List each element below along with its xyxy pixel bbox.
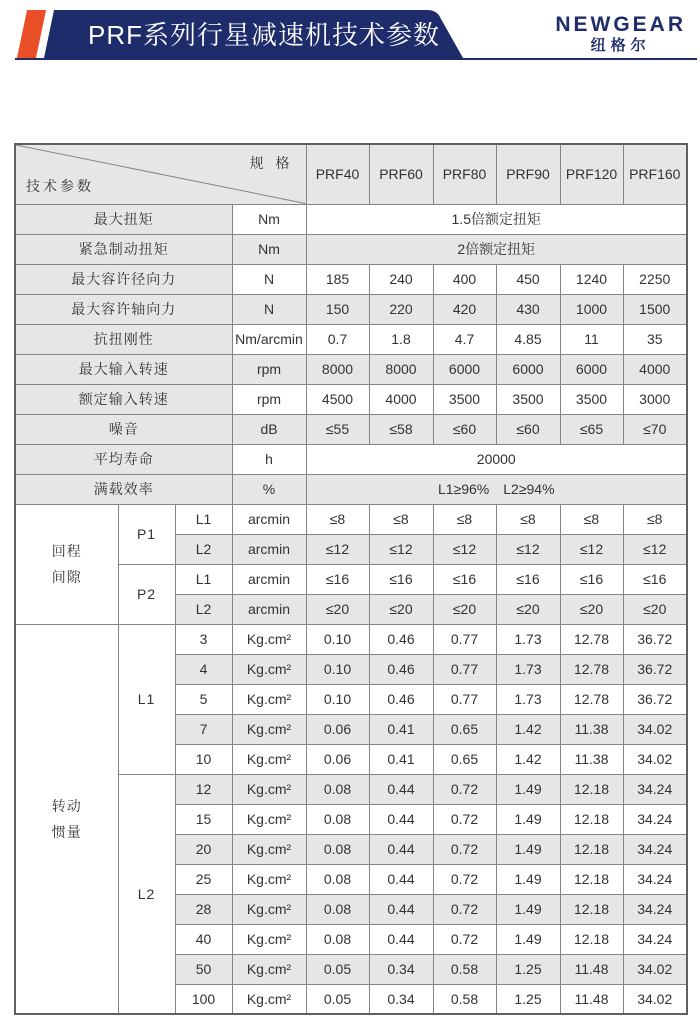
section-label-line: 回程 <box>51 543 82 559</box>
value-cell: 34.24 <box>623 864 687 894</box>
value-cell: 185 <box>306 264 369 294</box>
value-cell: ≤8 <box>496 504 560 534</box>
value-cell: 0.08 <box>306 804 369 834</box>
ratio-cell: 15 <box>175 804 232 834</box>
unit-cell: Kg.cm² <box>232 984 306 1014</box>
value-cell: ≤16 <box>496 564 560 594</box>
unit-cell: Kg.cm² <box>232 744 306 774</box>
unit-cell: Nm/arcmin <box>232 324 306 354</box>
value-cell: 1.8 <box>369 324 433 354</box>
unit-cell: % <box>232 474 306 504</box>
table-row <box>15 384 687 414</box>
value-cell: 0.08 <box>306 834 369 864</box>
value-cell: 1000 <box>560 294 623 324</box>
value-span-cell: 20000 <box>306 444 687 474</box>
value-cell: ≤8 <box>623 504 687 534</box>
table-row <box>15 324 687 354</box>
value-cell: 0.44 <box>369 924 433 954</box>
value-span-cell: L1≥96% L2≥94% <box>306 474 687 504</box>
value-cell: 11.38 <box>560 714 623 744</box>
value-cell: 1.49 <box>496 834 560 864</box>
ratio-cell: 50 <box>175 954 232 984</box>
value-cell: ≤20 <box>496 594 560 624</box>
level-cell: L1 <box>175 564 232 594</box>
unit-cell: arcmin <box>232 534 306 564</box>
unit-cell: Kg.cm² <box>232 894 306 924</box>
value-cell: 220 <box>369 294 433 324</box>
unit-cell: Kg.cm² <box>232 924 306 954</box>
unit-cell: Nm <box>232 234 306 264</box>
value-cell: 0.06 <box>306 744 369 774</box>
brand-logo <box>555 14 686 55</box>
value-cell: 0.77 <box>433 654 496 684</box>
section-label-inertia <box>15 624 118 1014</box>
value-span-cell: 2倍额定扭矩 <box>306 234 687 264</box>
page-header <box>0 0 700 70</box>
value-cell: 0.7 <box>306 324 369 354</box>
value-cell: 34.24 <box>623 924 687 954</box>
param-name-cell: 额定输入转速 <box>15 384 232 414</box>
value-cell: 0.72 <box>433 924 496 954</box>
value-cell: 3500 <box>433 384 496 414</box>
value-cell: 0.10 <box>306 654 369 684</box>
ratio-cell: 4 <box>175 654 232 684</box>
value-cell: 0.65 <box>433 744 496 774</box>
table-row <box>15 264 687 294</box>
unit-cell: arcmin <box>232 594 306 624</box>
unit-cell: Kg.cm² <box>232 684 306 714</box>
value-span-cell: 1.5倍额定扭矩 <box>306 204 687 234</box>
value-cell: 0.44 <box>369 834 433 864</box>
value-cell: 1.73 <box>496 684 560 714</box>
value-cell: 34.02 <box>623 714 687 744</box>
value-cell: 0.44 <box>369 864 433 894</box>
value-cell: ≤8 <box>560 504 623 534</box>
value-cell: 0.77 <box>433 624 496 654</box>
param-name-cell: 最大容许轴向力 <box>15 294 232 324</box>
model-header: PRF60 <box>369 144 433 204</box>
value-cell: 0.46 <box>369 624 433 654</box>
value-cell: 3000 <box>623 384 687 414</box>
value-cell: 1.49 <box>496 804 560 834</box>
value-cell: 1.49 <box>496 894 560 924</box>
value-cell: 11.38 <box>560 744 623 774</box>
value-cell: 12.18 <box>560 864 623 894</box>
value-cell: 1.73 <box>496 654 560 684</box>
table-row <box>15 414 687 444</box>
value-cell: ≤8 <box>369 504 433 534</box>
unit-cell: arcmin <box>232 504 306 534</box>
value-cell: 0.58 <box>433 984 496 1014</box>
value-cell: 12.78 <box>560 624 623 654</box>
section-label-line: 惯量 <box>51 823 82 840</box>
inertia-group-label: L2 <box>118 774 175 1014</box>
ratio-cell: 25 <box>175 864 232 894</box>
table-row <box>15 474 687 504</box>
value-cell: 1.42 <box>496 714 560 744</box>
value-cell: ≤60 <box>496 414 560 444</box>
value-cell: ≤8 <box>433 504 496 534</box>
value-cell: 0.72 <box>433 864 496 894</box>
value-cell: 0.41 <box>369 744 433 774</box>
value-cell: 0.44 <box>369 774 433 804</box>
value-cell: 0.08 <box>306 864 369 894</box>
model-header: PRF120 <box>560 144 623 204</box>
unit-cell: Kg.cm² <box>232 864 306 894</box>
value-cell: 11.48 <box>560 984 623 1014</box>
value-cell: 6000 <box>496 354 560 384</box>
value-cell: 0.10 <box>306 624 369 654</box>
corner-spec-label: 规 格 <box>249 155 294 171</box>
value-cell: ≤65 <box>560 414 623 444</box>
unit-cell: N <box>232 264 306 294</box>
value-cell: 0.08 <box>306 924 369 954</box>
table-header-row <box>15 144 687 204</box>
unit-cell: rpm <box>232 384 306 414</box>
ratio-cell: 7 <box>175 714 232 744</box>
value-cell: 400 <box>433 264 496 294</box>
spec-table <box>14 143 688 1015</box>
value-cell: 0.72 <box>433 774 496 804</box>
value-cell: ≤16 <box>433 564 496 594</box>
value-cell: 12.18 <box>560 804 623 834</box>
backlash-group-label: P2 <box>118 564 175 624</box>
value-cell: ≤12 <box>369 534 433 564</box>
section-label-backlash <box>15 504 118 624</box>
value-cell: 3500 <box>496 384 560 414</box>
corner-param-label: 技术参数 <box>26 177 94 194</box>
table-corner-cell <box>15 144 306 204</box>
value-cell: 0.08 <box>306 894 369 924</box>
value-cell: 0.06 <box>306 714 369 744</box>
value-cell: ≤16 <box>623 564 687 594</box>
value-cell: 2250 <box>623 264 687 294</box>
value-cell: 8000 <box>369 354 433 384</box>
page-title: PRF系列行星减速机技术参数 <box>88 20 441 50</box>
value-cell: 36.72 <box>623 684 687 714</box>
param-name-cell: 平均寿命 <box>15 444 232 474</box>
value-cell: 0.65 <box>433 714 496 744</box>
unit-cell: N <box>232 294 306 324</box>
value-cell: ≤58 <box>369 414 433 444</box>
level-cell: L1 <box>175 504 232 534</box>
model-header: PRF40 <box>306 144 369 204</box>
value-cell: ≤12 <box>623 534 687 564</box>
table-row <box>15 354 687 384</box>
value-cell: ≤12 <box>433 534 496 564</box>
value-cell: 12.18 <box>560 774 623 804</box>
value-cell: 35 <box>623 324 687 354</box>
value-cell: 1240 <box>560 264 623 294</box>
value-cell: 11.48 <box>560 954 623 984</box>
value-cell: 34.24 <box>623 774 687 804</box>
value-cell: 34.02 <box>623 954 687 984</box>
inertia-group-label: L1 <box>118 624 175 774</box>
param-name-cell: 满载效率 <box>15 474 232 504</box>
value-cell: 0.72 <box>433 834 496 864</box>
value-cell: 6000 <box>560 354 623 384</box>
value-cell: 1.25 <box>496 984 560 1014</box>
param-name-cell: 抗扭刚性 <box>15 324 232 354</box>
value-cell: 0.44 <box>369 894 433 924</box>
brand-name-cn: 纽格尔 <box>590 37 651 54</box>
value-cell: 6000 <box>433 354 496 384</box>
backlash-group-label: P1 <box>118 504 175 564</box>
table-row <box>15 504 687 534</box>
value-cell: 4000 <box>369 384 433 414</box>
ratio-cell: 12 <box>175 774 232 804</box>
value-cell: ≤12 <box>306 534 369 564</box>
value-cell: 36.72 <box>623 624 687 654</box>
param-name-cell: 紧急制动扭矩 <box>15 234 232 264</box>
value-cell: ≤20 <box>433 594 496 624</box>
unit-cell: Kg.cm² <box>232 714 306 744</box>
header-rule <box>15 58 697 60</box>
table-row <box>15 624 687 654</box>
unit-cell: Kg.cm² <box>232 834 306 864</box>
value-cell: 4000 <box>623 354 687 384</box>
value-cell: 0.05 <box>306 984 369 1014</box>
ratio-cell: 3 <box>175 624 232 654</box>
ratio-cell: 10 <box>175 744 232 774</box>
unit-cell: arcmin <box>232 564 306 594</box>
value-cell: 0.77 <box>433 684 496 714</box>
table-row <box>15 294 687 324</box>
value-cell: 12.18 <box>560 834 623 864</box>
value-cell: 0.44 <box>369 804 433 834</box>
value-cell: 11 <box>560 324 623 354</box>
value-cell: 12.78 <box>560 654 623 684</box>
value-cell: 34.24 <box>623 804 687 834</box>
value-cell: 0.10 <box>306 684 369 714</box>
ratio-cell: 100 <box>175 984 232 1014</box>
ratio-cell: 28 <box>175 894 232 924</box>
param-name-cell: 最大容许径向力 <box>15 264 232 294</box>
section-label-line: 间隙 <box>51 569 82 585</box>
value-cell: ≤8 <box>306 504 369 534</box>
ratio-cell: 20 <box>175 834 232 864</box>
level-cell: L2 <box>175 594 232 624</box>
value-cell: 12.78 <box>560 684 623 714</box>
value-cell: 1.49 <box>496 864 560 894</box>
value-cell: 1.42 <box>496 744 560 774</box>
param-name-cell: 噪音 <box>15 414 232 444</box>
value-cell: 1.25 <box>496 954 560 984</box>
value-cell: 0.41 <box>369 714 433 744</box>
value-cell: ≤16 <box>560 564 623 594</box>
value-cell: 1.73 <box>496 624 560 654</box>
table-row <box>15 444 687 474</box>
value-cell: 430 <box>496 294 560 324</box>
value-cell: 0.46 <box>369 654 433 684</box>
value-cell: ≤20 <box>623 594 687 624</box>
value-cell: ≤20 <box>306 594 369 624</box>
value-cell: 34.02 <box>623 744 687 774</box>
unit-cell: Kg.cm² <box>232 624 306 654</box>
value-cell: 0.72 <box>433 804 496 834</box>
brand-name: NEWGEAR <box>555 13 686 36</box>
value-cell: ≤20 <box>369 594 433 624</box>
value-cell: 12.18 <box>560 894 623 924</box>
value-cell: 34.02 <box>623 984 687 1014</box>
value-cell: 0.34 <box>369 984 433 1014</box>
unit-cell: dB <box>232 414 306 444</box>
level-cell: L2 <box>175 534 232 564</box>
value-cell: 8000 <box>306 354 369 384</box>
value-cell: 12.18 <box>560 924 623 954</box>
value-cell: 1.49 <box>496 774 560 804</box>
unit-cell: Kg.cm² <box>232 804 306 834</box>
unit-cell: Kg.cm² <box>232 654 306 684</box>
value-cell: 4.7 <box>433 324 496 354</box>
value-cell: 0.72 <box>433 894 496 924</box>
model-header: PRF90 <box>496 144 560 204</box>
value-cell: 0.34 <box>369 954 433 984</box>
value-cell: 240 <box>369 264 433 294</box>
ratio-cell: 40 <box>175 924 232 954</box>
value-cell: 0.58 <box>433 954 496 984</box>
value-cell: ≤55 <box>306 414 369 444</box>
value-cell: 0.05 <box>306 954 369 984</box>
value-cell: 0.08 <box>306 774 369 804</box>
value-cell: ≤70 <box>623 414 687 444</box>
value-cell: ≤60 <box>433 414 496 444</box>
value-cell: ≤12 <box>496 534 560 564</box>
unit-cell: h <box>232 444 306 474</box>
section-label-line: 转动 <box>51 797 82 814</box>
value-cell: 450 <box>496 264 560 294</box>
value-cell: 420 <box>433 294 496 324</box>
value-cell: 4500 <box>306 384 369 414</box>
value-cell: ≤16 <box>369 564 433 594</box>
table-row <box>15 234 687 264</box>
param-name-cell: 最大扭矩 <box>15 204 232 234</box>
value-cell: 0.46 <box>369 684 433 714</box>
value-cell: 4.85 <box>496 324 560 354</box>
table-row <box>15 204 687 234</box>
value-cell: 1500 <box>623 294 687 324</box>
value-cell: ≤16 <box>306 564 369 594</box>
value-cell: 1.49 <box>496 924 560 954</box>
unit-cell: Kg.cm² <box>232 774 306 804</box>
model-header: PRF160 <box>623 144 687 204</box>
unit-cell: rpm <box>232 354 306 384</box>
value-cell: 34.24 <box>623 834 687 864</box>
value-cell: 150 <box>306 294 369 324</box>
unit-cell: Kg.cm² <box>232 954 306 984</box>
value-cell: ≤12 <box>560 534 623 564</box>
unit-cell: Nm <box>232 204 306 234</box>
ratio-cell: 5 <box>175 684 232 714</box>
param-name-cell: 最大输入转速 <box>15 354 232 384</box>
value-cell: 36.72 <box>623 654 687 684</box>
value-cell: 34.24 <box>623 894 687 924</box>
value-cell: ≤20 <box>560 594 623 624</box>
model-header: PRF80 <box>433 144 496 204</box>
value-cell: 3500 <box>560 384 623 414</box>
